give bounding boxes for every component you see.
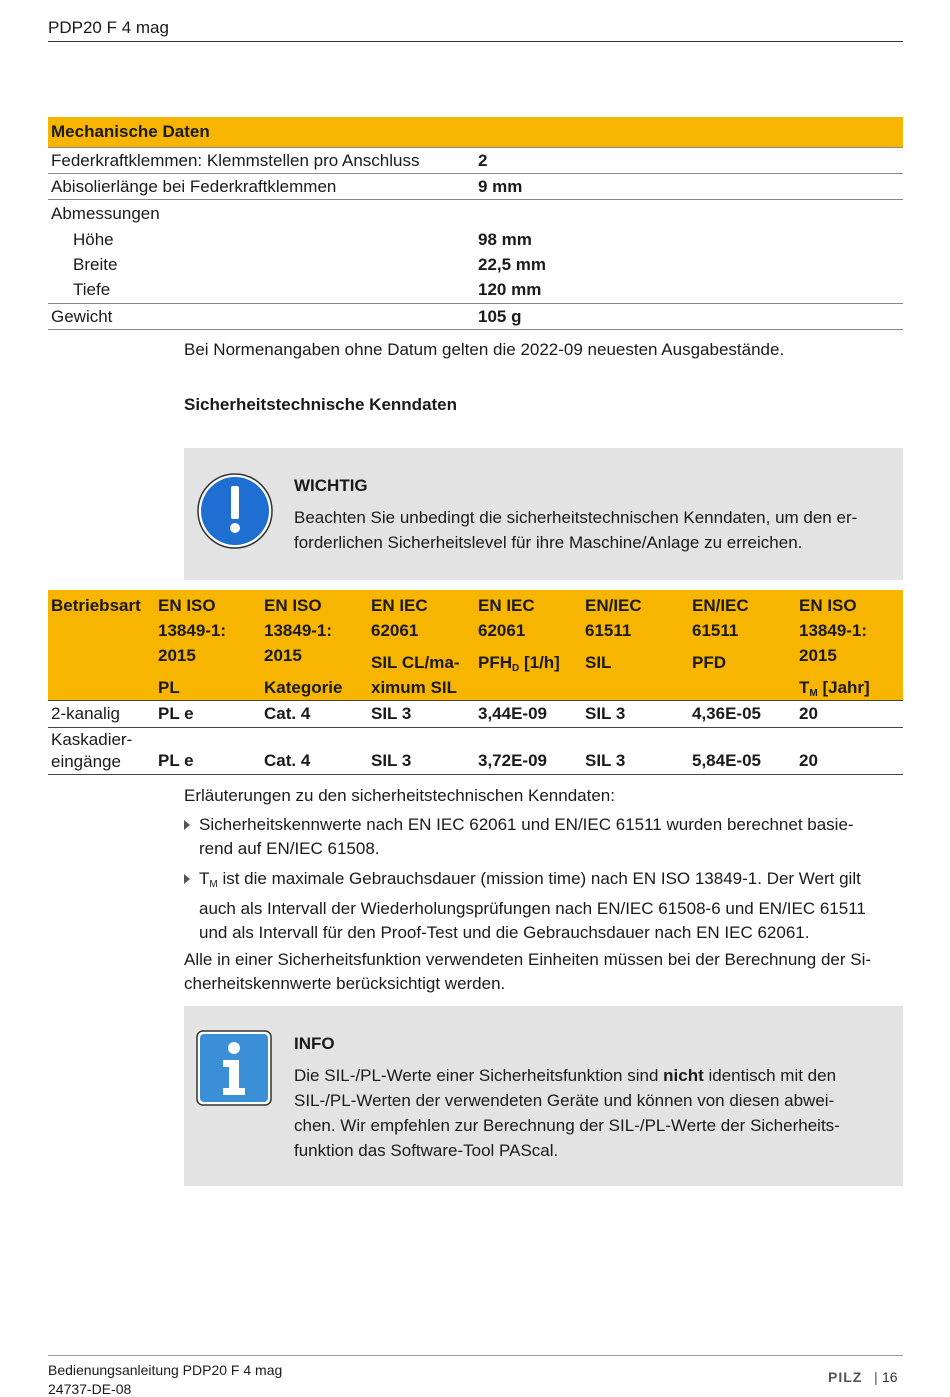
all-units-note <box>184 948 871 996</box>
table-row <box>48 728 903 775</box>
row-label: Höhe <box>73 229 114 249</box>
tm-subscript: M <box>209 879 218 890</box>
row-label: Federkraftklemmen: Klemmstellen pro Anschluss <box>51 150 420 170</box>
header-line: 61511 <box>585 621 632 640</box>
info-notice <box>184 1006 903 1186</box>
table-row <box>48 277 903 304</box>
header-subscript: D <box>512 663 520 674</box>
bullet-arrow-icon <box>184 874 190 884</box>
list-item-line: Sicherheitskennwerte nach EN IEC 62061 und EN/IEC 61511 wurden berechnet basie- <box>199 815 854 834</box>
header-text: [Jahr] <box>817 678 870 697</box>
info-line <box>294 1063 889 1088</box>
header-line: 2015 <box>264 646 302 665</box>
exclamation-icon <box>196 472 274 550</box>
table-row <box>48 200 903 227</box>
header-subscript: M <box>809 688 818 699</box>
column-header-pl <box>158 593 226 700</box>
header-line: EN IEC <box>371 596 428 615</box>
notice-line: forderlichen Sicherheitslevel für ihre Maschine/Anlage zu erreichen. <box>294 533 803 552</box>
table-row <box>48 252 903 277</box>
list-item-line: auch als Intervall der Wiederholungsprüfungen nach EN/IEC 61508-6 und EN/IEC 61511 <box>199 899 866 918</box>
row-label: Abisolierlänge bei Federkraftklemmen <box>51 176 337 196</box>
header-line: EN ISO <box>264 596 322 615</box>
bullet-arrow-icon <box>184 820 190 830</box>
page-number: 16 <box>882 1369 898 1385</box>
cell-kategorie: Cat. 4 <box>264 751 311 770</box>
important-notice <box>184 448 903 580</box>
list-item-line <box>199 867 904 897</box>
header-line: 13849-1: <box>799 621 868 640</box>
header-text: T <box>799 678 810 697</box>
column-header-betriebsart: Betriebsart <box>51 596 141 615</box>
list-item-text-part: ist die maximale Gebrauchsdauer (mission time) nach EN ISO 13849-1. Der Wert gilt <box>217 869 861 888</box>
cell-kategorie: Cat. 4 <box>264 704 311 723</box>
list-item-text <box>199 867 904 945</box>
row-value: 2 <box>478 150 488 170</box>
cell-tm: 20 <box>799 751 818 770</box>
header-line: EN/IEC <box>585 596 642 615</box>
table-row <box>48 701 903 728</box>
info-line: SIL-/PL-Werten der verwendeten Geräte und können von diesen abwei- <box>294 1091 835 1110</box>
cell-pl: PL e <box>158 704 194 723</box>
header-text: PFH <box>478 653 512 672</box>
header-line: 61511 <box>692 621 739 640</box>
row-label: Gewicht <box>51 306 113 326</box>
cell-mode: 2-kanalig <box>51 704 120 723</box>
mechanical-data-table <box>48 117 903 330</box>
paragraph-line: Alle in einer Sicherheitsfunktion verwendeten Einheiten müssen bei der Berechnung der Si- <box>184 950 872 969</box>
pilz-logo: PILZ <box>828 1369 863 1385</box>
list-item-line: und als Intervall für den Proof-Test und die Gebrauchsdauer nach EN IEC 62061. <box>199 923 810 942</box>
safety-data-table <box>48 590 903 775</box>
footer-separator: | <box>874 1369 878 1385</box>
table-row <box>48 174 903 200</box>
header-line: Kategorie <box>264 678 343 697</box>
header-line: ximum SIL <box>371 678 457 697</box>
notice-text <box>294 505 889 555</box>
header-line: SIL <box>585 653 612 672</box>
info-text <box>294 1063 889 1163</box>
header-line <box>478 650 560 681</box>
notice-title: WICHTIG <box>294 476 368 495</box>
footer-title: Bedienungsanleitung PDP20 F 4 mag <box>48 1362 283 1378</box>
cell-mode-line: eingänge <box>51 752 121 771</box>
row-label: Abmessungen <box>51 203 160 223</box>
header-line: EN ISO <box>799 596 857 615</box>
info-line: funktion das Software-Tool PAScal. <box>294 1141 559 1160</box>
cell-sil: SIL 3 <box>371 751 412 770</box>
cell-mode-line: Kaskadier- <box>51 730 133 749</box>
header-line: 2015 <box>799 646 837 665</box>
table-row <box>48 227 903 252</box>
info-title: INFO <box>294 1034 335 1053</box>
cell-mode <box>51 729 132 773</box>
row-value: 22,5 mm <box>478 254 547 274</box>
cell-sil-61511: SIL 3 <box>585 704 626 723</box>
table-row <box>48 148 903 174</box>
footer-divider <box>48 1355 903 1356</box>
info-text-part: identisch mit den <box>703 1066 837 1085</box>
cell-pfd: 5,84E-05 <box>692 751 761 770</box>
header-divider <box>48 41 903 42</box>
info-icon <box>196 1030 272 1106</box>
cell-tm: 20 <box>799 704 818 723</box>
paragraph-line: cherheitskennwerte berücksichtigt werden. <box>184 974 506 993</box>
column-header-kategorie <box>264 593 342 700</box>
row-value: 120 mm <box>478 280 542 299</box>
info-emphasis: nicht <box>663 1066 704 1085</box>
notice-line: Beachten Sie unbedingt die sicherheitstechnischen Kenndaten, um den er- <box>294 508 858 527</box>
row-label: Tiefe <box>73 280 111 299</box>
column-header-pfd <box>692 593 749 675</box>
row-value: 105 g <box>478 306 522 326</box>
column-header-sil-61511 <box>585 593 642 675</box>
list-item <box>184 867 904 945</box>
cell-pl: PL e <box>158 751 194 770</box>
list-item-line: rend auf EN/IEC 61508. <box>199 839 380 858</box>
cell-pfd: 4,36E-05 <box>692 704 761 723</box>
header-line: 13849-1: <box>158 621 227 640</box>
norm-note: Bei Normenangaben ohne Datum gelten die 2022-09 neuesten Ausgabestände. <box>184 340 785 359</box>
cell-pfhd: 3,72E-09 <box>478 751 547 770</box>
header-line: 13849-1: <box>264 621 333 640</box>
info-line: chen. Wir empfehlen zur Berechnung der SIL-/PL-Werte der Sicherheits- <box>294 1116 840 1135</box>
mechanical-table-heading: Mechanische Daten <box>48 117 903 148</box>
header-line: EN IEC <box>478 596 535 615</box>
column-header-tm <box>799 593 870 706</box>
column-header-sil-cl <box>371 593 459 700</box>
list-item-text <box>199 813 904 861</box>
footer-doc-number: 24737-DE-08 <box>48 1381 132 1397</box>
header-text: [1/h] <box>519 653 560 672</box>
column-header-pfhd <box>478 593 560 681</box>
header-line: 62061 <box>478 621 526 640</box>
header-line: EN/IEC <box>692 596 749 615</box>
info-text-part: Die SIL-/PL-Werte einer Sicherheitsfunktion sind <box>294 1066 664 1085</box>
header-line: 62061 <box>371 621 419 640</box>
header-line: 2015 <box>158 646 196 665</box>
header-line: PFD <box>692 653 726 672</box>
table-row <box>48 304 903 330</box>
header-line: PL <box>158 678 180 697</box>
list-item <box>184 813 904 861</box>
cell-pfhd: 3,44E-09 <box>478 704 547 723</box>
row-value: 98 mm <box>478 229 532 249</box>
explanations-intro: Erläuterungen zu den sicherheitstechnischen Kenndaten: <box>184 786 615 805</box>
cell-sil-61511: SIL 3 <box>585 751 626 770</box>
safety-section-heading: Sicherheitstechnische Kenndaten <box>184 395 458 414</box>
row-value: 9 mm <box>478 176 523 196</box>
row-label: Breite <box>73 254 118 274</box>
safety-table-header <box>48 590 903 701</box>
cell-sil: SIL 3 <box>371 704 412 723</box>
header-line: EN ISO <box>158 596 216 615</box>
page-header-title: PDP20 F 4 mag <box>48 18 169 37</box>
tm-symbol: T <box>199 869 210 888</box>
header-line: SIL CL/ma- <box>371 653 460 672</box>
